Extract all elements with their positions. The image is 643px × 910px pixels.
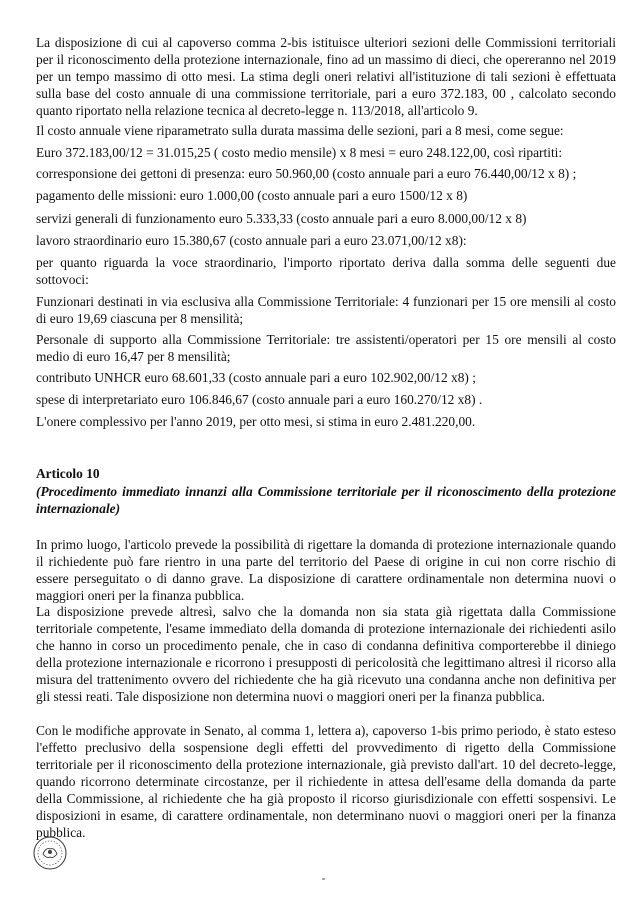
line-calc: Euro 372.183,00/12 = 31.015,25 ( costo medio mensile) x 8 mesi = euro 248.122,00, così ripartiti: [36, 145, 563, 160]
line-cost: Il costo annuale viene riparametrato sulla durata massima delle sezioni, pari a 8 mesi, come segue: [36, 123, 564, 138]
line-servizi: servizi generali di funzionamento euro 5.333,33 (costo annuale pari a euro 8.000,00/12 x 8) [36, 211, 527, 226]
paragraph-article10-1: In primo luogo, l'articolo prevede la possibilità di rigettare la domanda di protezione internazionale quando il richiedente può fare rientro in una parte del territorio del Paese di origine in cui non corre rischio di essere perseguitato o di danno grave. La disposizione di carattere ordinamentale non determina nuovi o maggiori oneri per la finanza pubblica. [36, 537, 616, 603]
line-unhcr: contributo UNHCR euro 68.601,33 (costo annuale pari a euro 102.902,00/12 x8) ; [36, 370, 476, 385]
line-gettoni: corresponsione dei gettoni di presenza: euro 50.960,00 (costo annuale pari a euro 76.440,00/12 x 8) ; [36, 166, 577, 181]
paragraph-personale: Personale di supporto alla Commissione Territoriale: tre assistenti/operatori per 15 ore mensili al costo medio di euro 16,47 per 8 mensilità; [36, 332, 616, 364]
article-title: Articolo 10 [36, 466, 100, 481]
line-interpretariato: spese di interpretariato euro 106.846,67 (costo annuale pari a euro 160.270/12 x8) . [36, 392, 483, 407]
scan-mark [322, 878, 325, 880]
line-straordinario: lavoro straordinario euro 15.380,67 (costo annuale pari a euro 23.071,00/12 x8): [36, 233, 467, 248]
paragraph-funzionari: Funzionari destinati in via esclusiva alla Commissione Territoriale: 4 funzionari per 15 ore mensili al costo di euro 19,69 ciascuna per 8 mensilità; [36, 294, 616, 326]
paragraph-voce: per quanto riguarda la voce straordinario, l'importo riportato deriva dalla somma delle seguenti due sottovoci: [36, 255, 616, 287]
line-onere: L'onere complessivo per l'anno 2019, per otto mesi, si stima in euro 2.481.220,00. [36, 414, 476, 429]
article-subtitle: (Procedimento immediato innanzi alla Commissione territoriale per il riconoscimento della protezione internazionale) [36, 484, 616, 516]
official-seal-icon [32, 835, 68, 871]
line-missioni: pagamento delle missioni: euro 1.000,00 (costo annuale pari a euro 1500/12 x 8) [36, 188, 468, 203]
paragraph-intro: La disposizione di cui al capoverso comma 2-bis istituisce ulteriori sezioni delle Commissioni territoriali per il riconoscimento della protezione internazionale, fino ad un massimo di dieci, che opereranno nel 2019 per un tempo massimo di otto mesi. La stima degli oneri relativi all'istituzione di tali sezioni è effettuata sulla base del costo annuale di una commissione territoriale, pari a euro 372.183, 00 , calcolato secondo quanto riportato nella relazione tecnica al decreto-legge n. 113/2018, all'articolo 9. [36, 35, 616, 118]
paragraph-article10-3: Con le modifiche approvate in Senato, al comma 1, lettera a), capoverso 1-bis primo periodo, è stato esteso l'effetto preclusivo della sospensione degli effetti del provvedimento di rigetto della Commissione territoriale per il riconoscimento della protezione internazionale, già previsto dall'art. 10 del decreto-legge, quando ricorrono determinate circostanze, per il richiedente in attesa dell'esame della domanda da parte della Commissione, al richiedente che ha già proposto il ricorso giurisdizionale con effetti sospensivi. Le disposizioni in esame, di carattere ordinamentale, non determinano nuovi o maggiori oneri per la finanza pubblica. [36, 723, 616, 840]
paragraph-article10-2: La disposizione prevede altresì, salvo che la domanda non sia stata già rigettata dalla Commissione territoriale competente, l'esame immediato della domanda di protezione internazionale dei richiedenti asilo che hanno in corso un procedimento penale, che in caso di condanna definitiva comporterebbe il diniego della protezione internazionale e ricorrono i presupposti di pericolosità che legittimano altresì il ricorso alla misura del trattenimento ovvero del richiedente che ha già ricevuto una condanna anche non definitiva per gli stessi reati. Tale disposizione non determina nuovi o maggiori oneri per la finanza pubblica. [36, 604, 616, 704]
